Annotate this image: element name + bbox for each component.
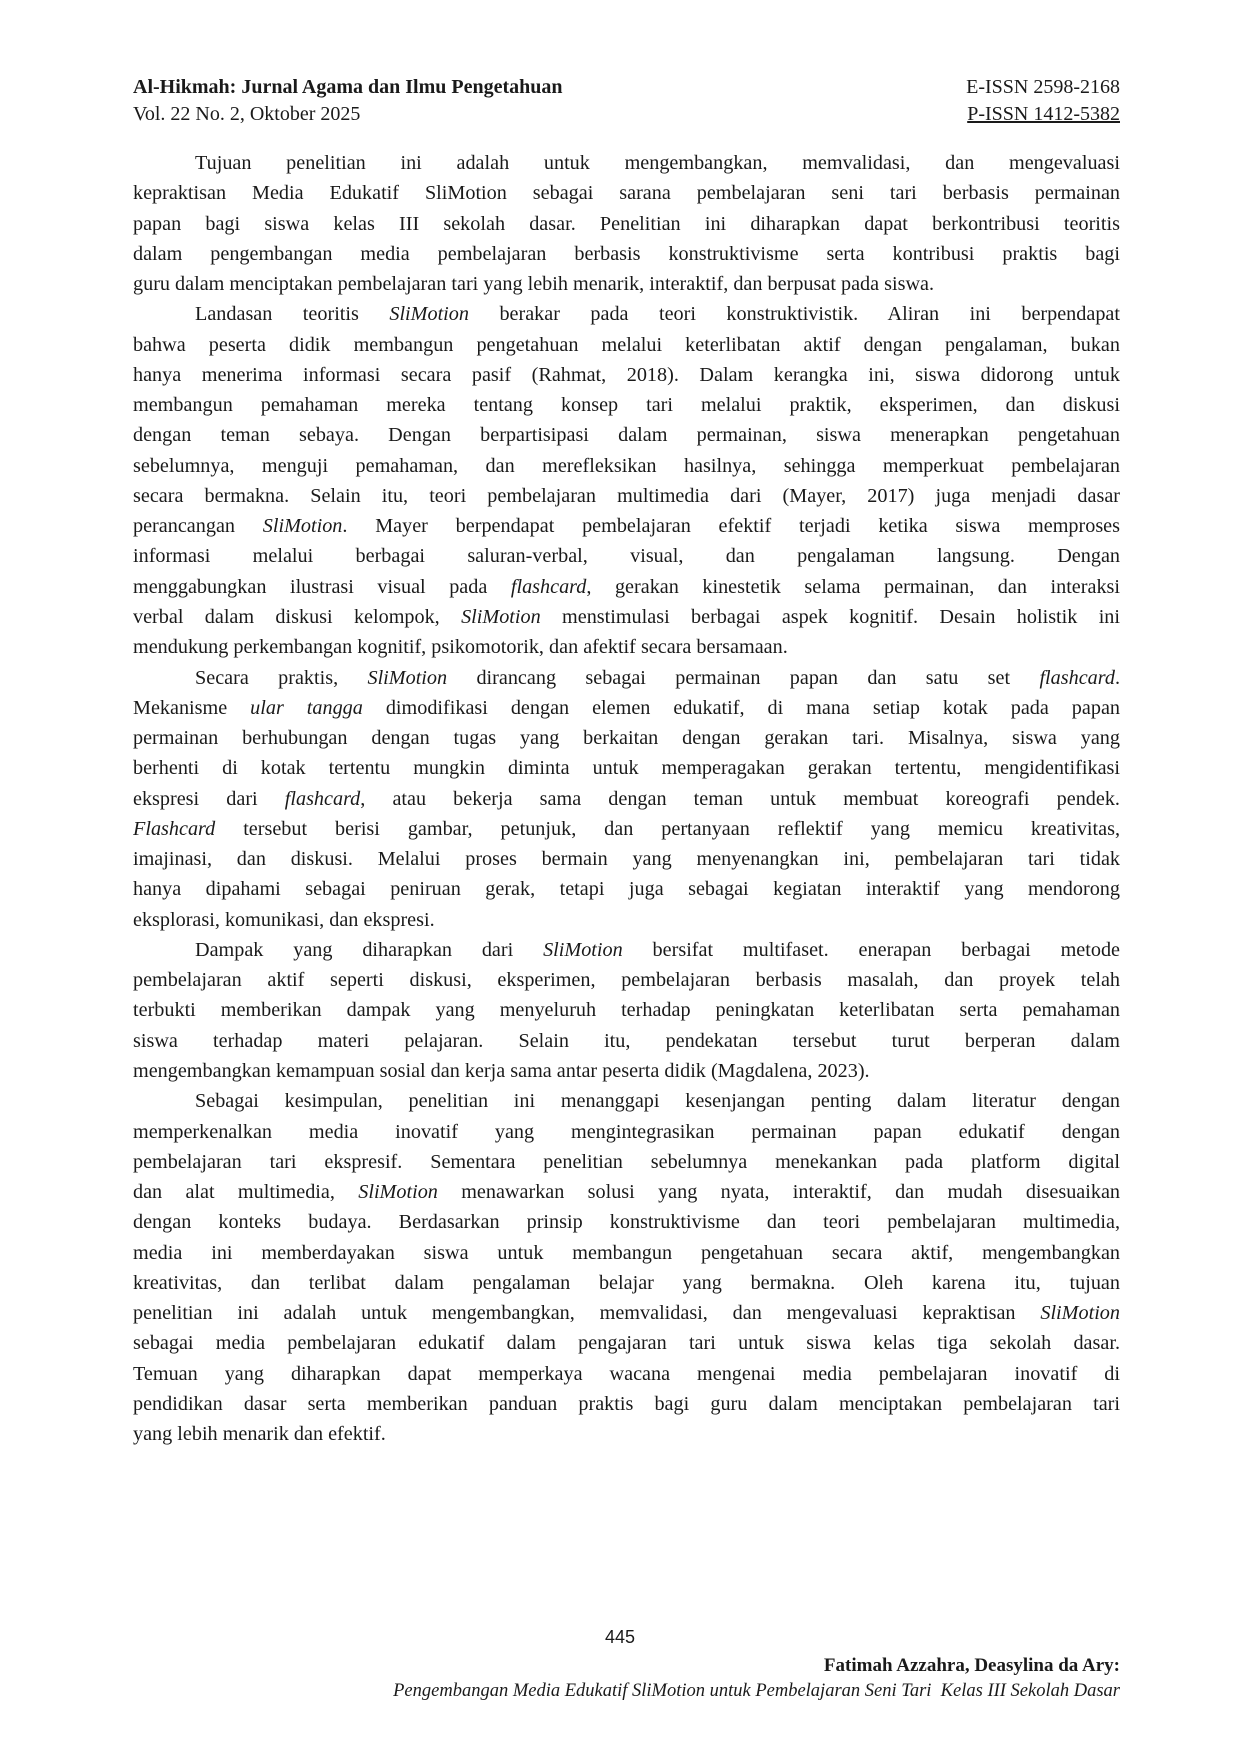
pissn: P-ISSN 1412-5382 <box>967 103 1120 125</box>
eissn: E-ISSN 2598-2168 <box>966 76 1120 98</box>
text-run: penelitian ini adalah untuk mengembangkan, memvalidasi, dan mengevaluasi kepraktisan <box>133 1302 1041 1325</box>
text-run: berakar pada teori konstruktivistik. Aliran ini berpendapat <box>468 303 1120 326</box>
text-line <box>133 905 1120 935</box>
text-run: hanya menerima informasi secara pasif (Rahmat, 2018). Dalam kerangka ini, siswa didorong untuk <box>133 363 1120 386</box>
text-line <box>133 420 1120 450</box>
text-line <box>133 330 1120 360</box>
text-line <box>133 572 1120 602</box>
text-run: informasi melalui berbagai saluran-verbal, visual, dan pengalaman langsung. Dengan <box>133 545 1120 568</box>
page-number: 445 <box>604 1627 636 1647</box>
footer-authors: Fatimah Azzahra, Deasylina da Ary: <box>823 1655 1120 1676</box>
text-run: hanya dipahami sebagai peniruan gerak, tetapi juga sebagai kegiatan interaktif yang mendorong <box>133 878 1120 901</box>
text-line <box>133 1056 1120 1086</box>
text-line <box>133 1207 1120 1237</box>
text-run: tersebut berisi gambar, petunjuk, dan pertanyaan reflektif yang memicu kreativitas, <box>215 817 1120 840</box>
text-line <box>133 1359 1120 1389</box>
paragraph <box>133 148 1120 299</box>
text-run: verbal dalam diskusi kelompok, <box>133 605 462 628</box>
text-run: papan bagi siswa kelas III sekolah dasar. Penelitian ini diharapkan dapat berkontribusi teoritis <box>133 212 1120 235</box>
text-line <box>133 1086 1120 1116</box>
text-line <box>133 209 1120 239</box>
text-line <box>133 299 1120 329</box>
text-line <box>133 481 1120 511</box>
text-run: pembelajaran tari ekspresif. Sementara penelitian sebelumnya menekankan pada platform digital <box>133 1150 1120 1173</box>
text-run: berhenti di kotak tertentu mungkin diminta untuk memperagakan gerakan tertentu, mengidentifikasi <box>133 757 1120 780</box>
text-run: menggabungkan ilustrasi visual pada <box>133 575 511 598</box>
text-run: Tujuan penelitian ini adalah untuk mengembangkan, memvalidasi, dan mengevaluasi <box>195 152 1120 174</box>
text-run: Temuan yang diharapkan dapat memperkaya wacana mengenai media pembelajaran inovatif di <box>133 1362 1120 1385</box>
text-line <box>133 541 1120 571</box>
text-line <box>133 1389 1120 1419</box>
text-run: dimodifikasi dengan elemen edukatif, di mana setiap kotak pada papan <box>362 696 1120 719</box>
text-line <box>133 511 1120 541</box>
paragraph <box>133 299 1120 662</box>
text-line <box>133 360 1120 390</box>
text-run: terbukti memberikan dampak yang menyeluruh terhadap peningkatan keterlibatan serta pemahaman <box>133 999 1120 1022</box>
text-run: imajinasi, dan diskusi. Melalui proses bermain yang menyenangkan ini, pembelajaran tari tidak <box>133 848 1120 871</box>
text-line <box>133 1298 1120 1328</box>
italic-term: flashcard <box>1039 666 1115 689</box>
journal-title: Al-Hikmah: Jurnal Agama dan Ilmu Pengetahuan <box>133 76 563 98</box>
text-line <box>133 1238 1120 1268</box>
text-line <box>133 663 1120 693</box>
text-run: dan alat multimedia, <box>133 1181 359 1204</box>
italic-term: ular tangga <box>250 696 363 719</box>
text-run: siswa terhadap materi pelajaran. Selain itu, pendekatan tersebut turut berperan dalam <box>133 1029 1120 1052</box>
text-run: guru dalam menciptakan pembelajaran tari yang lebih menarik, interaktif, dan berpusat pada siswa. <box>133 273 935 296</box>
italic-term: SliMotion <box>461 605 541 628</box>
text-line <box>133 1026 1120 1056</box>
text-line <box>133 148 1120 178</box>
paragraph <box>133 1086 1120 1449</box>
text-line <box>133 1117 1120 1147</box>
text-run: kepraktisan Media Edukatif SliMotion sebagai sarana pembelajaran seni tari berbasis permainan <box>133 182 1120 205</box>
text-line <box>133 1177 1120 1207</box>
text-line <box>133 1328 1120 1358</box>
text-run: dalam pengembangan media pembelajaran berbasis konstruktivisme serta kontribusi praktis bagi <box>133 242 1120 265</box>
text-line <box>133 269 1120 299</box>
text-line <box>133 995 1120 1025</box>
text-line <box>133 1419 1120 1449</box>
text-run: bersifat multifaset. enerapan berbagai metode <box>622 938 1120 961</box>
text-run: Secara praktis, <box>195 666 368 689</box>
text-run: dengan konteks budaya. Berdasarkan prinsip konstruktivisme dan teori pembelajaran multimedia, <box>133 1211 1120 1234</box>
text-run: pendidikan dasar serta memberikan panduan praktis bagi guru dalam menciptakan pembelajaran tari <box>133 1392 1120 1415</box>
text-run: . <box>1114 666 1120 689</box>
text-run: sebelumnya, menguji pemahaman, dan merefleksikan hasilnya, sehingga memperkuat pembelajaran <box>133 454 1120 477</box>
text-run: memperkenalkan media inovatif yang mengintegrasikan permainan papan edukatif dengan <box>133 1120 1120 1143</box>
italic-term: Flashcard <box>133 817 216 840</box>
text-line <box>133 602 1120 632</box>
text-run: secara bermakna. Selain itu, teori pembelajaran multimedia dari (Mayer, 2017) juga menjadi dasar <box>133 484 1120 507</box>
text-run: Sebagai kesimpulan, penelitian ini menanggapi kesenjangan penting dalam literatur dengan <box>195 1090 1120 1113</box>
italic-term: SliMotion <box>389 303 469 326</box>
volume-issue: Vol. 22 No. 2, Oktober 2025 <box>133 103 361 125</box>
text-line <box>133 390 1120 420</box>
text-line <box>133 844 1120 874</box>
text-line <box>133 784 1120 814</box>
text-run: mendukung perkembangan kognitif, psikomotorik, dan afektif secara bersamaan. <box>133 636 788 659</box>
italic-term: flashcard <box>284 787 361 810</box>
text-line <box>133 632 1120 662</box>
text-run: kreativitas, dan terlibat dalam pengalaman belajar yang bermakna. Oleh karena itu, tujuan <box>133 1271 1120 1294</box>
italic-term: SliMotion <box>262 515 343 538</box>
text-run: yang lebih menarik dan efektif. <box>133 1423 386 1446</box>
italic-term: flashcard <box>510 575 587 598</box>
text-run: sebagai media pembelajaran edukatif dalam pengajaran tari untuk siswa kelas tiga sekolah dasar. <box>133 1332 1120 1355</box>
footer-article-title: Pengembangan Media Edukatif SliMotion untuk Pembelajaran Seni Tari Kelas III Sekolah Dasar <box>393 1681 1120 1701</box>
text-run: , atau bekerja sama dengan teman untuk membuat koreografi pendek. <box>360 787 1120 810</box>
text-run: permainan berhubungan dengan tugas yang berkaitan dengan gerakan tari. Misalnya, siswa yang <box>133 727 1120 750</box>
text-line <box>133 693 1120 723</box>
text-run: Mekanisme <box>133 696 251 719</box>
text-line <box>133 965 1120 995</box>
paragraph <box>133 663 1120 935</box>
text-run: eksplorasi, komunikasi, dan ekspresi. <box>133 908 435 931</box>
text-line <box>133 814 1120 844</box>
italic-term: SliMotion <box>1040 1302 1120 1325</box>
text-run: bahwa peserta didik membangun pengetahuan melalui keterlibatan aktif dengan pengalaman, bukan <box>133 333 1120 356</box>
text-line <box>133 753 1120 783</box>
text-line <box>133 874 1120 904</box>
text-run: ekspresi dari <box>133 787 285 810</box>
italic-term: SliMotion <box>367 666 448 689</box>
text-line <box>133 239 1120 269</box>
text-line <box>133 451 1120 481</box>
italic-term: SliMotion <box>543 938 623 961</box>
text-run: mengembangkan kemampuan sosial dan kerja sama antar peserta didik (Magdalena, 2023). <box>133 1059 870 1082</box>
text-line <box>133 178 1120 208</box>
text-line <box>133 1147 1120 1177</box>
text-run: Landasan teoritis <box>195 303 390 326</box>
text-run: dirancang sebagai permainan papan dan satu set <box>447 666 1040 689</box>
running-header <box>133 74 1120 128</box>
text-run: media ini memberdayakan siswa untuk membangun pengetahuan secara aktif, mengembangkan <box>133 1241 1120 1264</box>
text-run: dengan teman sebaya. Dengan berpartisipasi dalam permainan, siswa menerapkan pengetahuan <box>133 424 1120 447</box>
text-run: pembelajaran aktif seperti diskusi, eksperimen, pembelajaran berbasis masalah, dan proyek telah <box>133 969 1120 992</box>
text-run: menawarkan solusi yang nyata, interaktif, dan mudah disesuaikan <box>437 1181 1120 1204</box>
text-run: perancangan <box>133 515 263 538</box>
italic-term: SliMotion <box>358 1181 438 1204</box>
text-run: , gerakan kinestetik selama permainan, dan interaksi <box>586 575 1120 598</box>
text-run: . Mayer berpendapat pembelajaran efektif terjadi ketika siswa memproses <box>342 515 1120 538</box>
text-run: membangun pemahaman mereka tentang konsep tari melalui praktik, eksperimen, dan diskusi <box>133 394 1120 417</box>
paragraph <box>133 935 1120 1086</box>
text-line <box>133 935 1120 965</box>
text-line <box>133 1268 1120 1298</box>
text-run: Dampak yang diharapkan dari <box>195 938 544 961</box>
body-text <box>133 148 1120 1449</box>
text-run: menstimulasi berbagai aspek kognitif. Desain holistik ini <box>540 605 1120 628</box>
text-line <box>133 723 1120 753</box>
